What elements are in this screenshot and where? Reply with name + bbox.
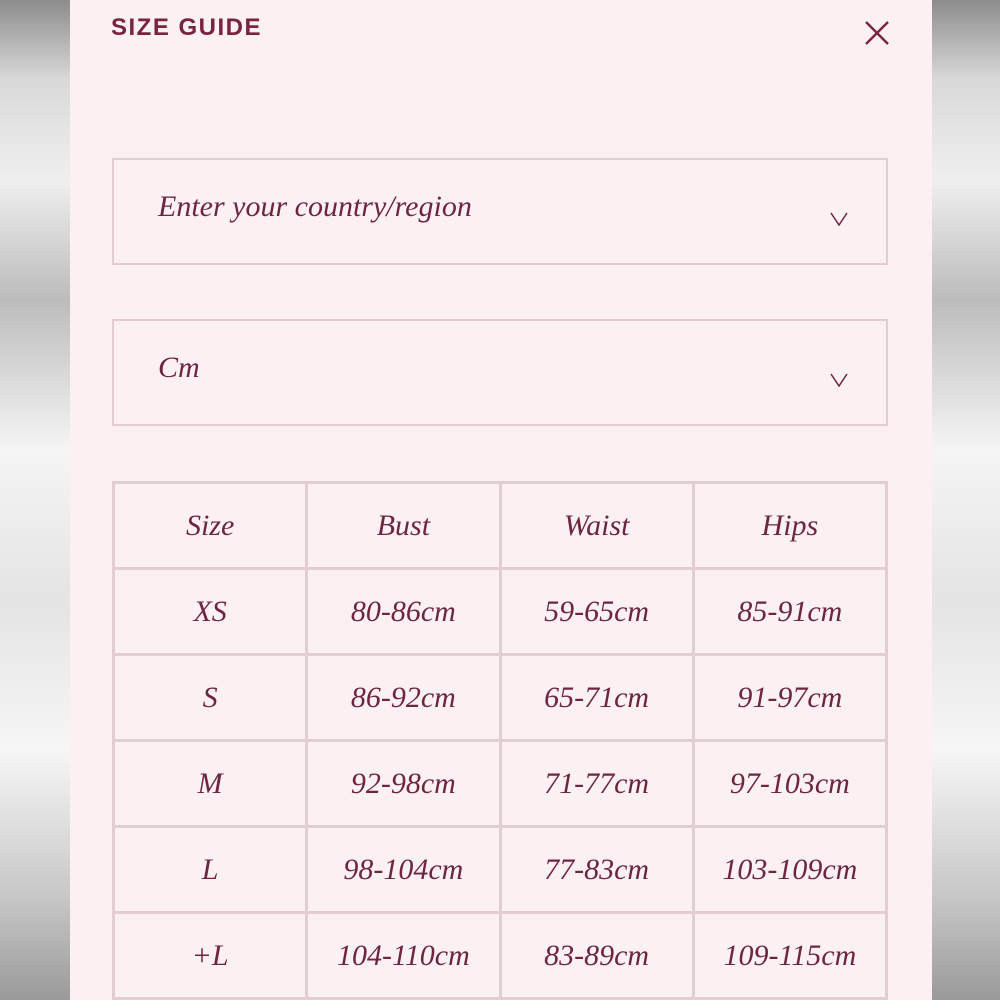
table-row <box>115 828 888 914</box>
table-row <box>115 570 888 656</box>
size-cell: XS <box>115 570 308 656</box>
hips-cell: 91-97cm <box>695 656 888 742</box>
waist-cell: 65-71cm <box>502 656 695 742</box>
table-row <box>115 656 888 742</box>
header-waist: Waist <box>502 484 695 570</box>
close-button[interactable] <box>862 18 892 48</box>
close-icon <box>862 18 892 48</box>
table-row <box>115 914 888 1000</box>
size-cell: +L <box>115 914 308 1000</box>
hips-cell: 103-109cm <box>695 828 888 914</box>
size-guide-panel <box>70 0 932 1000</box>
waist-cell: 71-77cm <box>502 742 695 828</box>
hips-cell: 109-115cm <box>695 914 888 1000</box>
bust-cell: 86-92cm <box>308 656 501 742</box>
bust-cell: 92-98cm <box>308 742 501 828</box>
waist-cell: 77-83cm <box>502 828 695 914</box>
chevron-down-icon <box>830 373 848 387</box>
unit-select[interactable] <box>112 319 888 426</box>
waist-cell: 59-65cm <box>502 570 695 656</box>
size-cell: M <box>115 742 308 828</box>
size-table <box>112 481 888 1000</box>
page-title: SIZE GUIDE <box>111 14 263 41</box>
table-header-row <box>115 484 888 570</box>
chevron-down-icon <box>830 212 848 226</box>
country-select-value: Enter your country/region <box>158 190 472 223</box>
size-cell: S <box>115 656 308 742</box>
bust-cell: 104-110cm <box>308 914 501 1000</box>
country-select[interactable] <box>112 158 888 265</box>
size-cell: L <box>115 828 308 914</box>
table-row <box>115 742 888 828</box>
header-size: Size <box>115 484 308 570</box>
waist-cell: 83-89cm <box>502 914 695 1000</box>
bust-cell: 80-86cm <box>308 570 501 656</box>
hips-cell: 97-103cm <box>695 742 888 828</box>
bust-cell: 98-104cm <box>308 828 501 914</box>
header-bust: Bust <box>308 484 501 570</box>
header-hips: Hips <box>695 484 888 570</box>
unit-select-value: Cm <box>158 351 200 384</box>
hips-cell: 85-91cm <box>695 570 888 656</box>
